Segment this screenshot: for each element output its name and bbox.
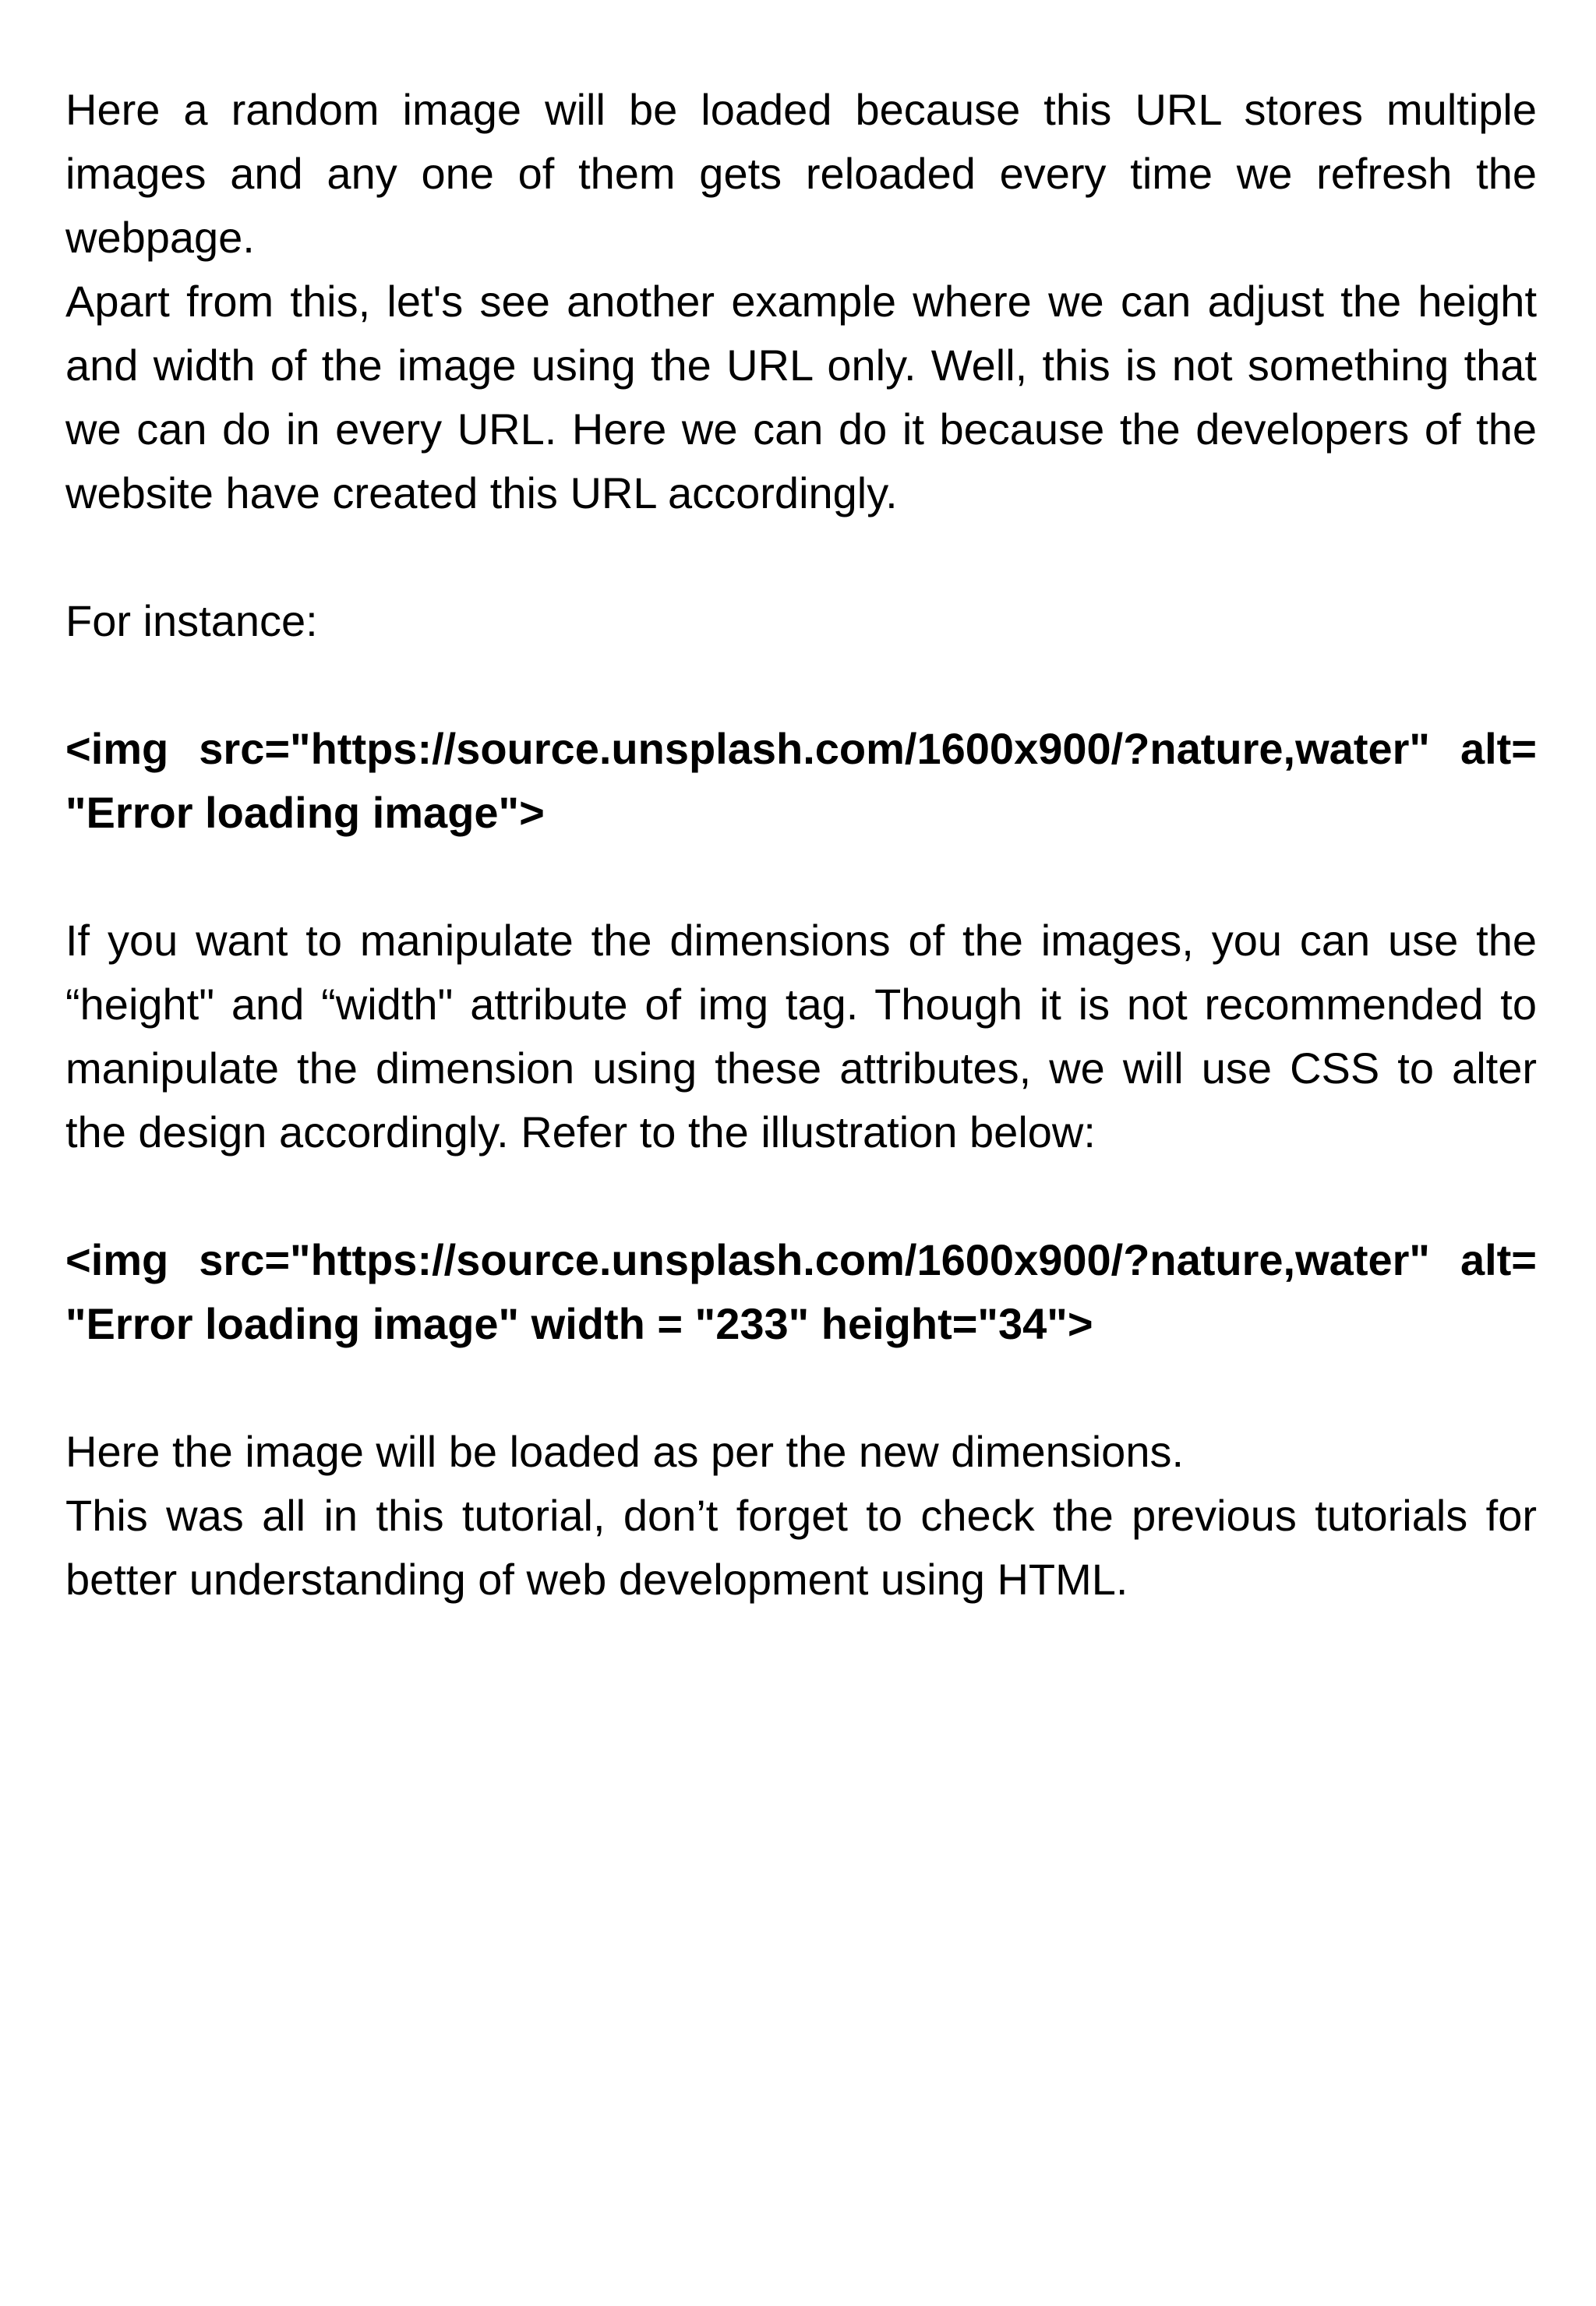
paragraph-for-instance: For instance: — [65, 596, 318, 645]
spacer — [65, 525, 1537, 589]
paragraph-random-image: Here a random image will be loaded because this URL stores multiple images and any one of them gets reloaded every time we refresh the webpage. — [65, 85, 1537, 262]
document-body — [65, 78, 1537, 1612]
paragraph-manipulate-dimensions: If you want to manipulate the dimensions of the images, you can use the “height" and “width" attribute of img tag. Though it is not recommended to manipulate the dimension using these attributes, we will use CSS to alter the design accordingly. Refer to the illustration below: — [65, 916, 1537, 1157]
paragraph-new-dimensions: Here the image will be loaded as per the new dimensions. — [65, 1427, 1185, 1476]
paragraph-conclusion: This was all in this tutorial, don’t forget to check the previous tutorials for better understanding of web development using HTML. — [65, 1491, 1537, 1604]
code-example-dimensions: <img src="https://source.unsplash.com/1600x900/?nature,water" alt= "Error loading image" width = "233" height="34"> — [65, 1235, 1537, 1348]
paragraph-adjust-dimensions: Apart from this, let's see another example where we can adjust the height and width of the image using the URL only. Well, this is not something that we can do in every URL. Here we can do it because the developers of the website have created this URL accordingly. — [65, 277, 1537, 517]
spacer — [65, 845, 1537, 909]
spacer — [65, 1164, 1537, 1228]
spacer — [65, 1356, 1537, 1420]
code-example-basic: <img src="https://source.unsplash.com/1600x900/?nature,water" alt= "Error loading image"> — [65, 724, 1537, 837]
spacer — [65, 653, 1537, 717]
